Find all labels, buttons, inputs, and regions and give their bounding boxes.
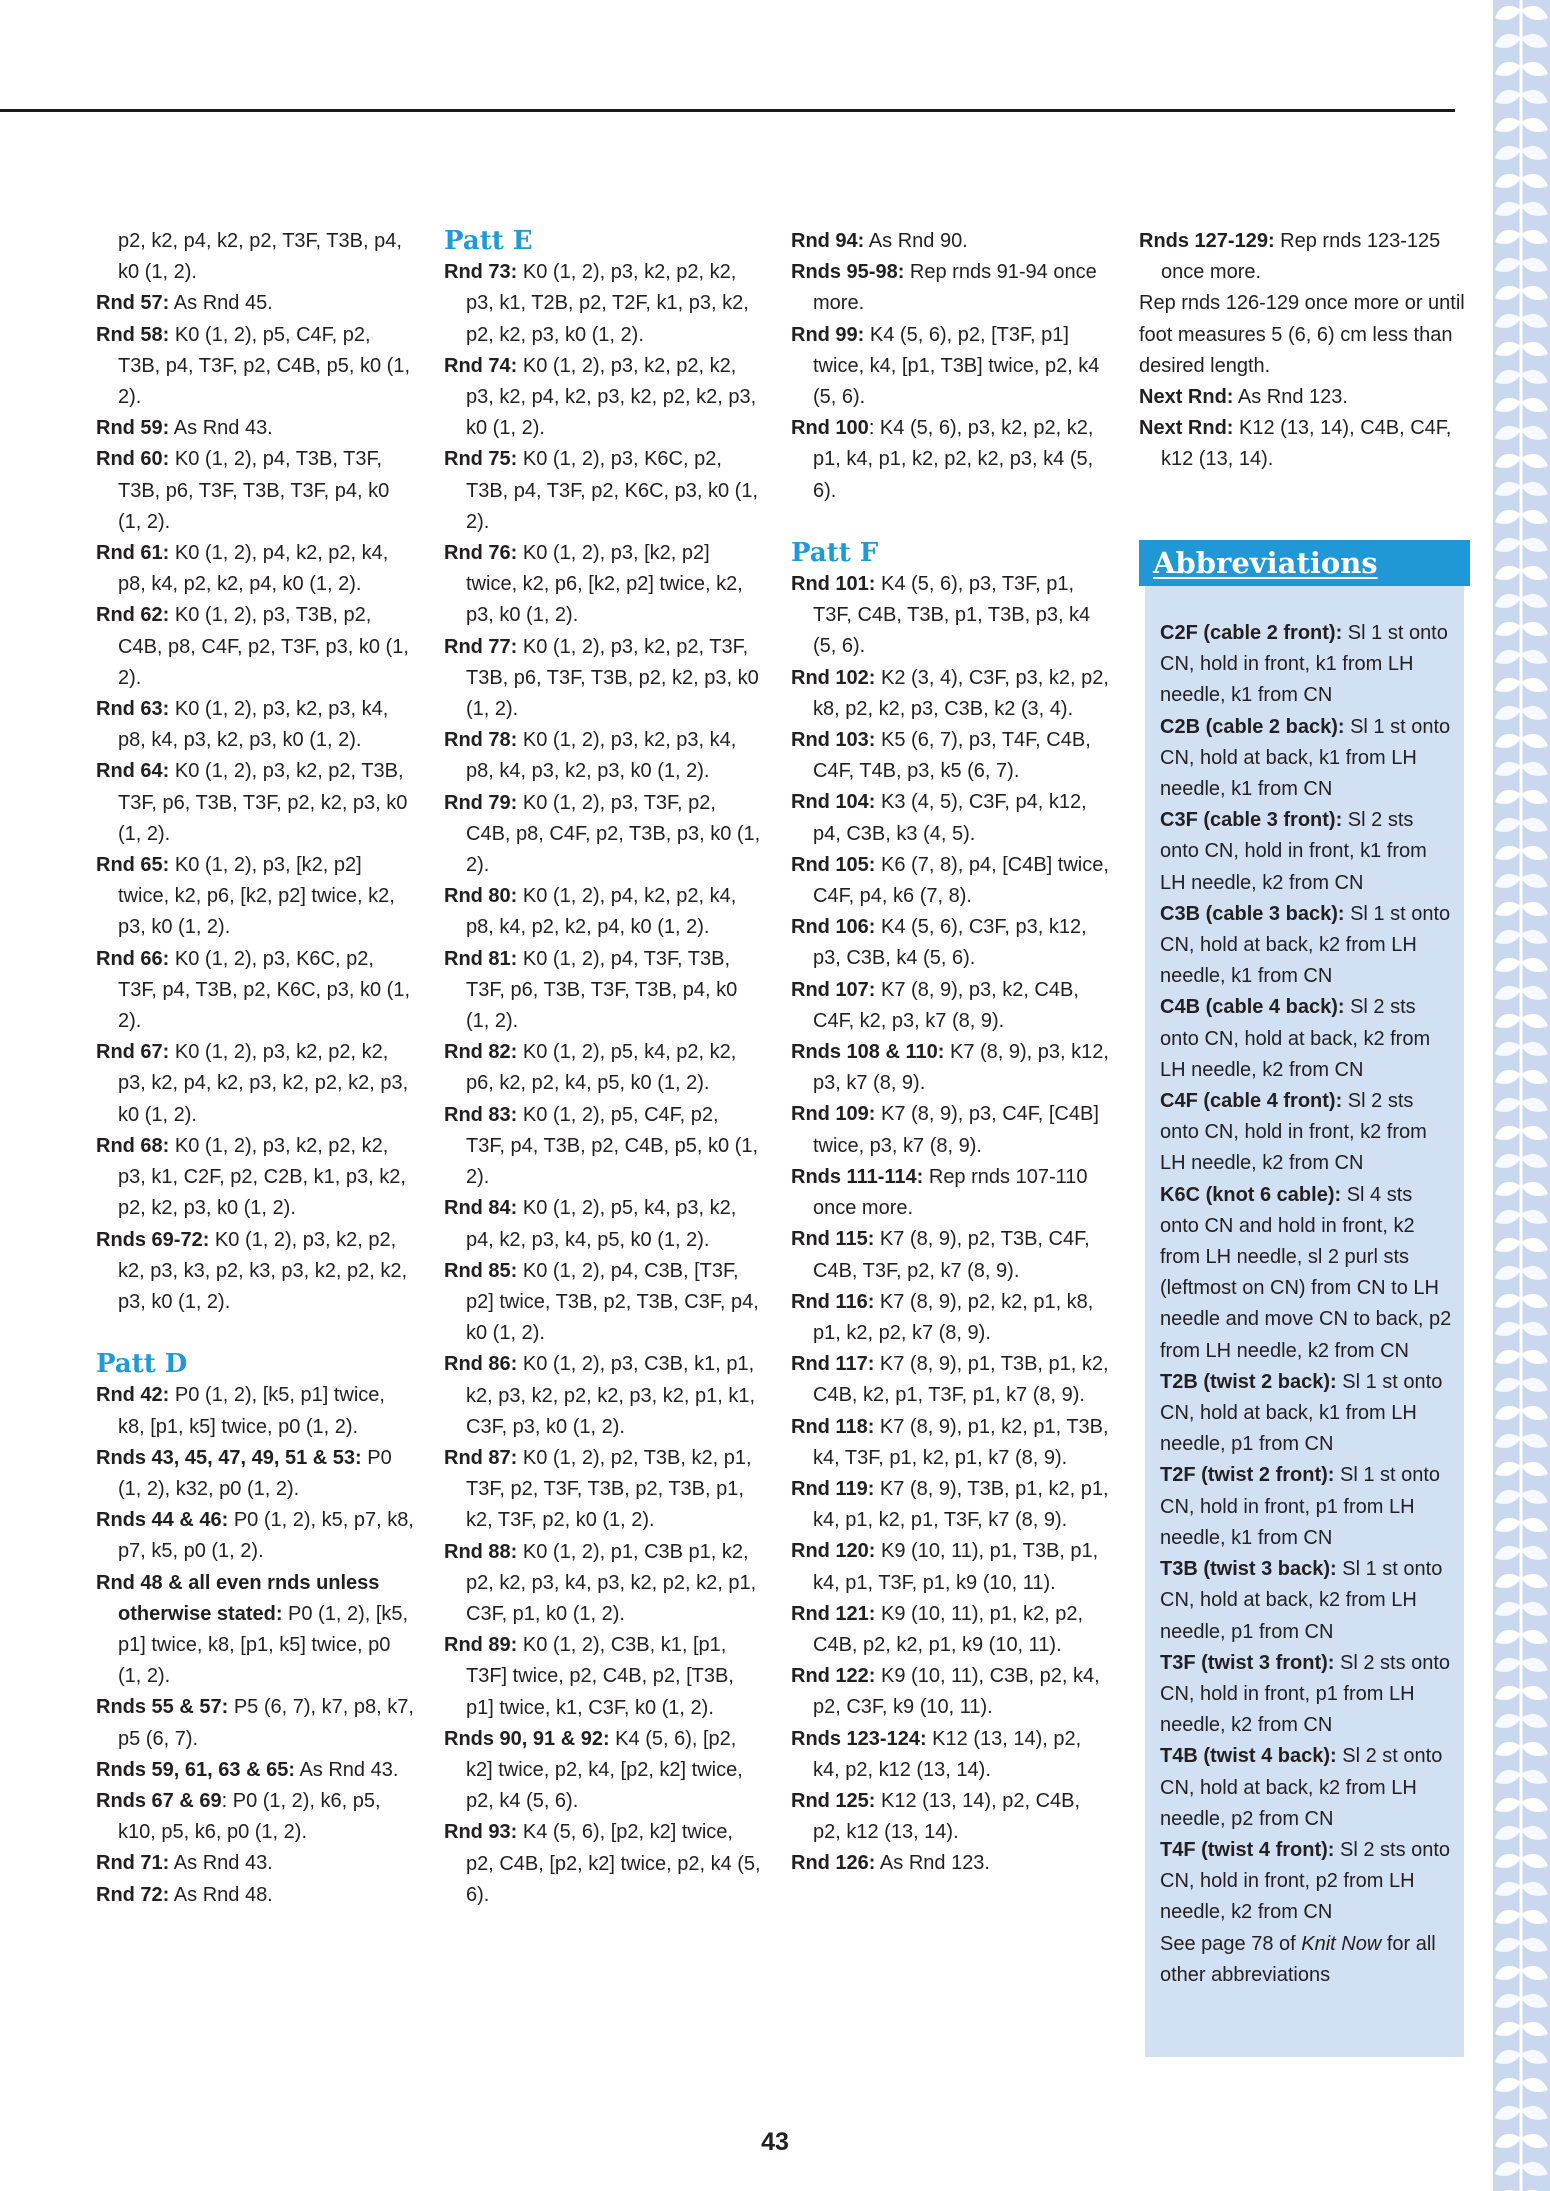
round-instruction: K0 (1, 2), p4, T3B, T3F, T3B, p6, T3F, T3B, T3F, p4, k0 (1, 2). (118, 448, 390, 533)
pattern-round (96, 1568, 414, 1693)
round-label: Rnd 48 & all even rnds unless otherwise stated: (96, 1571, 380, 1625)
round-instruction: K0 (1, 2), p3, k2, p2, k2, p3, k1, T2B, p2, T2F, k1, p3, k2, p2, k2, p3, k0 (1, 2). (466, 261, 749, 346)
round-instruction: P0 (1, 2), k5, p7, k8, p7, k5, p0 (1, 2). (118, 1509, 414, 1563)
round-instruction: K7 (8, 9), p1, k2, p1, T3B, k4, T3F, p1, k2, p1, k7 (8, 9). (813, 1415, 1109, 1469)
pattern-round (791, 1536, 1111, 1598)
round-label: Rnd 80: (444, 885, 518, 908)
pattern-round (444, 725, 762, 787)
pattern-round (96, 694, 414, 756)
pattern-round (791, 975, 1111, 1037)
abbreviation-term: K6C (knot 6 cable): (1160, 1183, 1342, 1206)
pattern-round (444, 1630, 762, 1724)
round-instruction: K9 (10, 11), C3B, p2, k4, p2, C3F, k9 (10, 11). (813, 1665, 1100, 1719)
footer-magazine-title: Knit Now (1301, 1932, 1382, 1955)
round-label: Rnd 93: (444, 1821, 518, 1844)
round-instruction: K0 (1, 2), p3, T3B, p2, C4B, p8, C4F, p2, T3F, p3, k0 (1, 2). (118, 604, 409, 689)
pattern-round (791, 569, 1111, 663)
round-instruction: K7 (8, 9), p1, T3B, p1, k2, C4B, k2, p1, T3F, p1, k7 (8, 9). (813, 1353, 1109, 1407)
round-instruction: K4 (5, 6), p3, T3F, p1, T3F, C4B, T3B, p1, T3B, p3, k4 (5, 6). (813, 573, 1091, 658)
abbreviation-term: T3B (twist 3 back): (1160, 1558, 1337, 1581)
abbreviation-definition: Sl 1 st onto CN, hold at back, k2 from LH needle, k1 from CN (1160, 902, 1451, 988)
abbreviations-footer (1160, 1929, 1454, 1991)
pattern-round (444, 1349, 762, 1443)
round-label: Rnd 99: (791, 323, 865, 346)
pattern-round (96, 444, 414, 538)
abbreviation-term: C3B (cable 3 back): (1160, 902, 1345, 925)
patt-e-heading: Patt E (444, 226, 533, 256)
round-instruction: K0 (1, 2), p3, K6C, p2, T3B, p4, T3F, p2, K6C, p3, k0 (1, 2). (466, 448, 759, 533)
round-instruction: K0 (1, 2), p3, k2, p3, k4, p8, k4, p3, k2, p3, k0 (1, 2). (466, 729, 737, 783)
abbreviation-item (1160, 805, 1454, 899)
round-label: Rnd 116: (791, 1290, 875, 1313)
round-label: Rnd 121: (791, 1602, 876, 1625)
round-label: Rnd 94: (791, 230, 865, 252)
abbreviation-item (1160, 1835, 1454, 1929)
round-label: Rnd 61: (96, 542, 170, 565)
pattern-round (96, 1380, 414, 1442)
round-instruction: K3 (4, 5), C3F, p4, k12, p4, C3B, k3 (4, 5). (813, 791, 1087, 845)
pattern-round (96, 226, 414, 288)
abbreviations-title: Abbreviations (1139, 540, 1470, 586)
round-label: Rnd 126: (791, 1852, 876, 1875)
abbreviation-term: C3F (cable 3 front): (1160, 809, 1343, 832)
abbreviation-item (1160, 618, 1454, 712)
round-instruction: K0 (1, 2), p3, [k2, p2] twice, k2, p6, [k2, p2] twice, k2, p3, k0 (1, 2). (118, 854, 395, 939)
round-label: Rnd 107: (791, 978, 876, 1001)
round-instruction: K9 (10, 11), p1, T3B, p1, k4, p1, T3F, p1, k9 (10, 11). (813, 1540, 1099, 1594)
round-label: Rnd 84: (444, 1197, 518, 1220)
abbreviation-term: T4F (twist 4 front): (1160, 1838, 1335, 1861)
pattern-round (444, 351, 762, 445)
abbreviation-term: T3F (twist 3 front): (1160, 1651, 1335, 1674)
rnds-127-129 (1139, 226, 1469, 288)
round-instruction: As Rnd 43. (169, 1852, 273, 1875)
round-instruction: K7 (8, 9), p3, k2, C4B, C4F, k2, p3, k7 (8, 9). (813, 978, 1079, 1032)
column-4 (1139, 226, 1469, 476)
entry-text: Rep rnds 123-125 once more. (1161, 230, 1441, 284)
round-label: Rnd 65: (96, 854, 170, 877)
abbreviation-term: T2B (twist 2 back): (1160, 1370, 1337, 1393)
pattern-round (444, 1037, 762, 1099)
pattern-round (791, 413, 1111, 507)
pattern-round (444, 1817, 762, 1911)
pattern-round (791, 1724, 1111, 1786)
round-label: Rnd 58: (96, 323, 170, 346)
abbreviation-item (1160, 1367, 1454, 1461)
pattern-round (791, 1287, 1111, 1349)
pattern-round (444, 1724, 762, 1818)
round-instruction: As Rnd 43. (169, 417, 273, 440)
pattern-round (444, 444, 762, 538)
round-label: Rnd 100 (791, 417, 869, 440)
round-label: Rnd 77: (444, 635, 518, 658)
abbreviation-definition: Sl 1 st onto CN, hold at back, k2 from LH needle, p1 from CN (1160, 1558, 1443, 1643)
pattern-round (96, 1225, 414, 1319)
entry-text: K12 (13, 14), C4B, C4F, k12 (13, 14). (1161, 417, 1452, 471)
round-label: Rnd 105: (791, 853, 876, 876)
pattern-round (791, 725, 1111, 787)
round-label: Rnd 85: (444, 1259, 518, 1282)
abbreviation-item (1160, 1086, 1454, 1180)
pattern-round (791, 1786, 1111, 1848)
decorative-leaf-strip (1493, 0, 1550, 2191)
round-label: Rnd 120: (791, 1540, 876, 1563)
pattern-round (791, 257, 1111, 319)
round-label: Rnds 67 & 69 (96, 1789, 222, 1812)
abbreviation-definition: Sl 1 st onto CN, hold at back, k1 from LH needle, p1 from CN (1160, 1370, 1443, 1456)
round-label: Rnd 88: (444, 1540, 518, 1563)
round-label: Rnd 102: (791, 666, 876, 689)
pattern-round (791, 1474, 1111, 1536)
round-label: Rnds 90, 91 & 92: (444, 1727, 610, 1750)
round-instruction: K0 (1, 2), p3, k2, p2, T3B, T3F, p6, T3B, T3F, p2, k2, p3, k0 (1, 2). (118, 760, 408, 845)
round-instruction: K0 (1, 2), p5, C4F, p2, T3B, p4, T3F, p2, C4B, p5, k0 (1, 2). (118, 323, 411, 409)
pattern-round (791, 1349, 1111, 1411)
round-label: Rnd 42: (96, 1384, 170, 1407)
round-instruction: Rep rnds 107-110 once more. (813, 1165, 1088, 1220)
abbreviations-box (1139, 540, 1470, 2057)
pattern-round (791, 226, 1111, 257)
entry-label: Rnds 127-129: (1139, 230, 1275, 252)
leaf-pattern-icon (1493, 0, 1550, 2191)
round-instruction: K0 (1, 2), p3, [k2, p2] twice, k2, p6, [k2, p2] twice, k2, p3, k0 (1, 2). (466, 542, 743, 627)
round-instruction: K4 (5, 6), [p2, k2] twice, p2, C4B, [p2, k2] twice, p2, k4 (5, 6). (466, 1821, 761, 1906)
round-instruction: K2 (3, 4), C3F, p3, k2, p2, k8, p2, k2, p3, C3B, k2 (3, 4). (813, 666, 1109, 720)
round-instruction: K0 (1, 2), p3, k2, p2, k2, p3, k3, p2, k3, p3, k2, p2, k2, p3, k0 (1, 2). (118, 1228, 408, 1313)
round-instruction: K0 (1, 2), p3, k2, p2, k2, p3, k2, p4, k2, p3, k2, p2, k2, p3, k0 (1, 2). (118, 1041, 409, 1126)
page-number: 43 (761, 2128, 789, 2156)
round-label: Rnd 74: (444, 354, 518, 377)
pattern-round (96, 1755, 414, 1786)
pattern-round (96, 538, 414, 600)
patt-f-heading: Patt F (791, 537, 879, 568)
abbreviation-definition: Sl 2 sts onto CN, hold in front, p2 from LH needle, k2 from CN (1160, 1838, 1451, 1924)
abbreviation-term: C2B (cable 2 back): (1160, 715, 1345, 738)
round-instruction: K0 (1, 2), p5, k4, p3, k2, p4, k2, p3, k4, p5, k0 (1, 2). (466, 1197, 737, 1251)
pattern-round (791, 1661, 1111, 1723)
round-instruction: P0 (1, 2), [k5, p1] twice, k8, [p1, k5] twice, p0 (1, 2). (118, 1384, 385, 1438)
round-label: Rnd 71: (96, 1852, 170, 1875)
round-instruction: K7 (8, 9), T3B, p1, k2, p1, k4, p1, k2, p1, T3F, k7 (8, 9). (813, 1477, 1109, 1532)
pattern-round (96, 756, 414, 850)
round-instruction: K12 (13, 14), p2, C4B, p2, k12 (13, 14). (813, 1789, 1081, 1844)
round-instruction: K12 (13, 14), p2, k4, p2, k12 (13, 14). (813, 1727, 1082, 1781)
pattern-round (444, 538, 762, 632)
abbreviation-term: C2F (cable 2 front): (1160, 622, 1343, 644)
pattern-round (791, 1099, 1111, 1161)
round-label: Rnds 55 & 57: (96, 1696, 229, 1719)
round-instruction: K0 (1, 2), p2, T3B, k2, p1, T3F, p2, T3F, T3B, p2, T3B, p1, k2, T3F, p2, k0 (1, 2). (466, 1446, 752, 1532)
abbreviation-term: C4B (cable 4 back): (1160, 996, 1345, 1019)
abbreviation-item (1160, 1648, 1454, 1742)
pattern-round (96, 1880, 414, 1911)
pattern-round (791, 1599, 1111, 1661)
round-label: Rnd 103: (791, 729, 876, 752)
pattern-round (96, 1786, 414, 1848)
pattern-round (444, 944, 762, 1038)
round-label: Rnd 109: (791, 1103, 876, 1126)
round-label: Rnd 115: (791, 1228, 875, 1251)
round-instruction: As Rnd 45. (169, 292, 273, 315)
pattern-round (444, 1100, 762, 1194)
pattern-round (96, 850, 414, 944)
pattern-round (96, 1692, 414, 1754)
round-instruction: K5 (6, 7), p3, T4F, C4B, C4F, T4B, p3, k5 (6, 7). (813, 729, 1091, 783)
round-label: Rnd 59: (96, 417, 170, 440)
round-instruction: K7 (8, 9), p2, T3B, C4F, C4B, T3F, p2, k7 (8, 9). (813, 1228, 1090, 1282)
round-instruction: As Rnd 123. (875, 1852, 990, 1875)
abbreviation-item (1160, 899, 1454, 993)
next-rnd-1 (1139, 382, 1469, 413)
abbreviation-definition: Sl 2 st onto CN, hold at back, k2 from LH needle, p2 from CN (1160, 1745, 1443, 1830)
round-instruction: K7 (8, 9), p3, k12, p3, k7 (8, 9). (813, 1041, 1109, 1095)
abbreviation-definition: Sl 2 sts onto CN, hold in front, k1 from LH needle, k2 from CN (1160, 809, 1427, 894)
pattern-round (96, 600, 414, 694)
abbreviation-item (1160, 712, 1454, 806)
abbreviation-definition: Sl 1 st onto CN, hold in front, p1 from LH needle, k1 from CN (1160, 1464, 1441, 1549)
round-instruction: : P0 (1, 2), k6, p5, k10, p5, k6, p0 (1, 2). (118, 1789, 381, 1844)
round-instruction: K0 (1, 2), p4, k2, p2, k4, p8, k4, p2, k2, p4, k0 (1, 2). (118, 542, 389, 596)
round-label: Rnd 122: (791, 1665, 876, 1688)
abbreviation-item (1160, 1741, 1454, 1835)
round-instruction: K0 (1, 2), p4, k2, p2, k4, p8, k4, p2, k2, p4, k0 (1, 2). (466, 885, 737, 939)
column-1 (96, 226, 414, 1911)
round-label: Rnds 123-124: (791, 1727, 927, 1750)
abbreviation-definition: Sl 2 sts onto CN, hold in front, p1 from LH needle, k2 from CN (1160, 1651, 1451, 1737)
abbreviation-term: T4B (twist 4 back): (1160, 1745, 1337, 1768)
pattern-round (444, 1443, 762, 1537)
abbreviation-item (1160, 1460, 1454, 1554)
round-label: Rnd 57: (96, 292, 170, 315)
footer-text: for all other abbreviations (1160, 1932, 1436, 1986)
pattern-round (444, 1537, 762, 1631)
round-instruction: K0 (1, 2), p4, T3F, T3B, T3F, p6, T3B, T3F, T3B, p4, k0 (1, 2). (466, 947, 738, 1033)
round-instruction: As Rnd 90. (864, 230, 968, 252)
pattern-round (96, 944, 414, 1038)
pattern-round (791, 1037, 1111, 1099)
pattern-round (96, 1037, 414, 1131)
round-label: Rnd 67: (96, 1041, 170, 1064)
pattern-round (791, 1162, 1111, 1224)
patt-d-heading: Patt D (96, 1349, 188, 1380)
round-label: Rnds 44 & 46: (96, 1509, 229, 1532)
abbreviation-definition: Sl 4 sts onto CN and hold in front, k2 from LH needle, sl 2 purl sts (leftmost on CN) from CN to LH needle and move CN to back, p2 from LH needle, k2 from CN (1160, 1183, 1452, 1362)
round-instruction: K6 (7, 8), p4, [C4B] twice, C4F, p4, k6 (7, 8). (813, 853, 1109, 908)
round-label: Rnds 69-72: (96, 1228, 210, 1251)
pattern-round (96, 1848, 414, 1879)
round-label: Rnd 66: (96, 947, 170, 970)
round-instruction: As Rnd 48. (169, 1883, 273, 1906)
round-label: Rnd 72: (96, 1883, 170, 1906)
round-label: Rnds 59, 61, 63 & 65: (96, 1758, 295, 1781)
round-instruction: K0 (1, 2), p3, C3B, k1, p1, k2, p3, k2, p2, k2, p3, k2, p1, k1, C3F, p3, k0 (1, 2). (466, 1353, 756, 1438)
entry-label: Next Rnd: (1139, 417, 1234, 440)
pattern-round (96, 320, 414, 414)
pattern-round (96, 288, 414, 319)
round-label: Rnd 125: (791, 1789, 876, 1812)
round-instruction: K0 (1, 2), p3, k2, p2, k2, p3, k1, C2F, p2, C2B, k1, p3, k2, p2, k2, p3, k0 (1, 2). (118, 1134, 406, 1220)
abbreviation-definition: Sl 2 sts onto CN, hold in front, k2 from LH needle, k2 from CN (1160, 1090, 1427, 1175)
pattern-round (444, 1193, 762, 1255)
round-instruction: As Rnd 43. (294, 1758, 399, 1781)
round-instruction: K0 (1, 2), p5, k4, p2, k2, p6, k2, p2, k4, p5, k0 (1, 2). (466, 1041, 737, 1095)
round-label: Rnd 104: (791, 791, 876, 814)
abbreviation-item (1160, 1180, 1454, 1367)
pattern-round (791, 1848, 1111, 1879)
round-instruction: P5 (6, 7), k7, p8, k7, p5 (6, 7). (118, 1696, 414, 1750)
round-label: Rnd 62: (96, 604, 170, 627)
pattern-round (444, 788, 762, 882)
pattern-round (791, 1412, 1111, 1474)
pattern-round (791, 850, 1111, 912)
round-label: Rnd 81: (444, 947, 518, 970)
pattern-round (791, 787, 1111, 849)
round-instruction: K4 (5, 6), C3F, p3, k12, p3, C3B, k4 (5, 6). (813, 916, 1087, 970)
round-instruction: K0 (1, 2), p5, C4F, p2, T3F, p4, T3B, p2, C4B, p5, k0 (1, 2). (466, 1103, 759, 1189)
round-label: Rnd 76: (444, 542, 518, 565)
round-label: Rnds 43, 45, 47, 49, 51 & 53: (96, 1446, 362, 1469)
round-label: Rnds 111-114: (791, 1165, 924, 1188)
round-instruction: K9 (10, 11), p1, k2, p2, C4B, p2, k2, p1, k9 (10, 11). (813, 1602, 1083, 1656)
pattern-round (96, 1505, 414, 1567)
round-instruction: K0 (1, 2), p3, k2, p2, T3F, T3B, p6, T3F, T3B, p2, k2, p3, k0 (1, 2). (466, 635, 759, 721)
round-label: Rnd 86: (444, 1353, 518, 1376)
round-label: Rnd 89: (444, 1634, 518, 1657)
round-instruction: K0 (1, 2), p3, T3F, p2, C4B, p8, C4F, p2, T3B, p3, k0 (1, 2). (466, 791, 761, 877)
round-instruction: : K4 (5, 6), p3, k2, p2, k2, p1, k4, p1, k2, p2, k2, p3, k4 (5, 6). (813, 417, 1094, 502)
round-label: Rnd 60: (96, 448, 170, 471)
abbreviations-body (1145, 586, 1464, 2057)
next-rnd-2 (1139, 413, 1469, 475)
abbreviation-item (1160, 992, 1454, 1086)
entry-label: Next Rnd: (1139, 386, 1234, 409)
pattern-round (96, 1131, 414, 1225)
entry-text: As Rnd 123. (1233, 386, 1348, 409)
round-label: Rnd 64: (96, 760, 170, 783)
round-instruction: K0 (1, 2), p3, k2, p2, k2, p3, k2, p4, k2, p3, k2, p2, k2, p3, k0 (1, 2). (466, 354, 757, 440)
pattern-round (791, 663, 1111, 725)
round-label: Rnd 106: (791, 916, 876, 939)
round-label: Rnd 68: (96, 1134, 170, 1157)
round-instruction: K7 (8, 9), p2, k2, p1, k8, p1, k2, p2, k7 (8, 9). (813, 1290, 1094, 1344)
round-instruction: p2, k2, p4, k2, p2, T3F, T3B, p4, k0 (1, 2). (118, 230, 402, 284)
pattern-round (96, 413, 414, 444)
round-label: Rnd 73: (444, 261, 518, 284)
round-label: Rnds 108 & 110: (791, 1041, 945, 1064)
round-instruction: Rep rnds 91-94 once more. (813, 261, 1097, 315)
round-label: Rnd 119: (791, 1477, 875, 1500)
abbreviation-definition: Sl 1 st onto CN, hold at back, k1 from LH needle, k1 from CN (1160, 715, 1451, 801)
abbreviation-definition: Sl 1 st onto CN, hold in front, k1 from LH needle, k1 from CN (1160, 622, 1448, 707)
round-instruction: P0 (1, 2), k32, p0 (1, 2). (118, 1446, 392, 1500)
round-instruction: K4 (5, 6), [p2, k2] twice, p2, k4, [p2, k2] twice, p2, k4 (5, 6). (466, 1727, 743, 1813)
round-label: Rnd 117: (791, 1353, 875, 1376)
round-label: Rnd 75: (444, 448, 518, 471)
column-3 (791, 226, 1111, 1880)
pattern-round (791, 912, 1111, 974)
round-label: Rnd 83: (444, 1103, 518, 1126)
round-instruction: K0 (1, 2), C3B, k1, [p1, T3F] twice, p2, C4B, p2, [T3B, p1] twice, k1, C3F, k0 (1, 2). (466, 1634, 734, 1719)
column-2 (444, 226, 762, 1911)
round-label: Rnd 118: (791, 1415, 875, 1438)
round-label: Rnd 82: (444, 1041, 518, 1064)
round-instruction: K7 (8, 9), p3, C4F, [C4B] twice, p3, k7 (8, 9). (813, 1103, 1099, 1157)
footer-text: See page 78 of (1160, 1932, 1302, 1955)
abbreviation-item (1160, 1554, 1454, 1648)
pattern-round (444, 632, 762, 726)
round-label: Rnd 101: (791, 573, 876, 596)
round-label: Rnd 63: (96, 698, 170, 721)
round-instruction: K0 (1, 2), p4, C3B, [T3F, p2] twice, T3B, p2, T3B, C3F, p4, k0 (1, 2). (466, 1259, 759, 1345)
abbreviation-term: C4F (cable 4 front): (1160, 1090, 1343, 1113)
round-instruction: K0 (1, 2), p3, k2, p3, k4, p8, k4, p3, k2, p3, k0 (1, 2). (118, 698, 389, 752)
round-instruction: K0 (1, 2), p3, K6C, p2, T3F, p4, T3B, p2, K6C, p3, k0 (1, 2). (118, 947, 411, 1033)
pattern-round (444, 881, 762, 943)
rep-instruction: Rep rnds 126-129 once more or until foot measures 5 (6, 6) cm less than desired length. (1139, 292, 1465, 377)
round-label: Rnds 95-98: (791, 261, 905, 284)
round-label: Rnd 79: (444, 791, 518, 814)
round-label: Rnd 87: (444, 1446, 518, 1469)
round-instruction: P0 (1, 2), [k5, p1] twice, k8, [p1, k5] twice, p0 (1, 2). (118, 1602, 409, 1688)
pattern-round (96, 1443, 414, 1505)
round-label: Rnd 78: (444, 729, 518, 752)
abbreviation-term: T2F (twist 2 front): (1160, 1464, 1335, 1487)
round-instruction: K0 (1, 2), p1, C3B p1, k2, p2, k2, p3, k4, p3, k2, p2, k2, p1, C3F, p1, k0 (1, 2). (466, 1540, 757, 1625)
pattern-round (444, 1256, 762, 1350)
abbreviation-definition: Sl 2 sts onto CN, hold at back, k2 from LH needle, k2 from CN (1160, 996, 1431, 1081)
pattern-round (791, 320, 1111, 414)
round-instruction: K4 (5, 6), p2, [T3F, p1] twice, k4, [p1, T3B] twice, p2, k4 (5, 6). (813, 323, 1100, 409)
pattern-round (791, 1224, 1111, 1286)
pattern-round (444, 257, 762, 351)
top-rule (0, 109, 1455, 112)
